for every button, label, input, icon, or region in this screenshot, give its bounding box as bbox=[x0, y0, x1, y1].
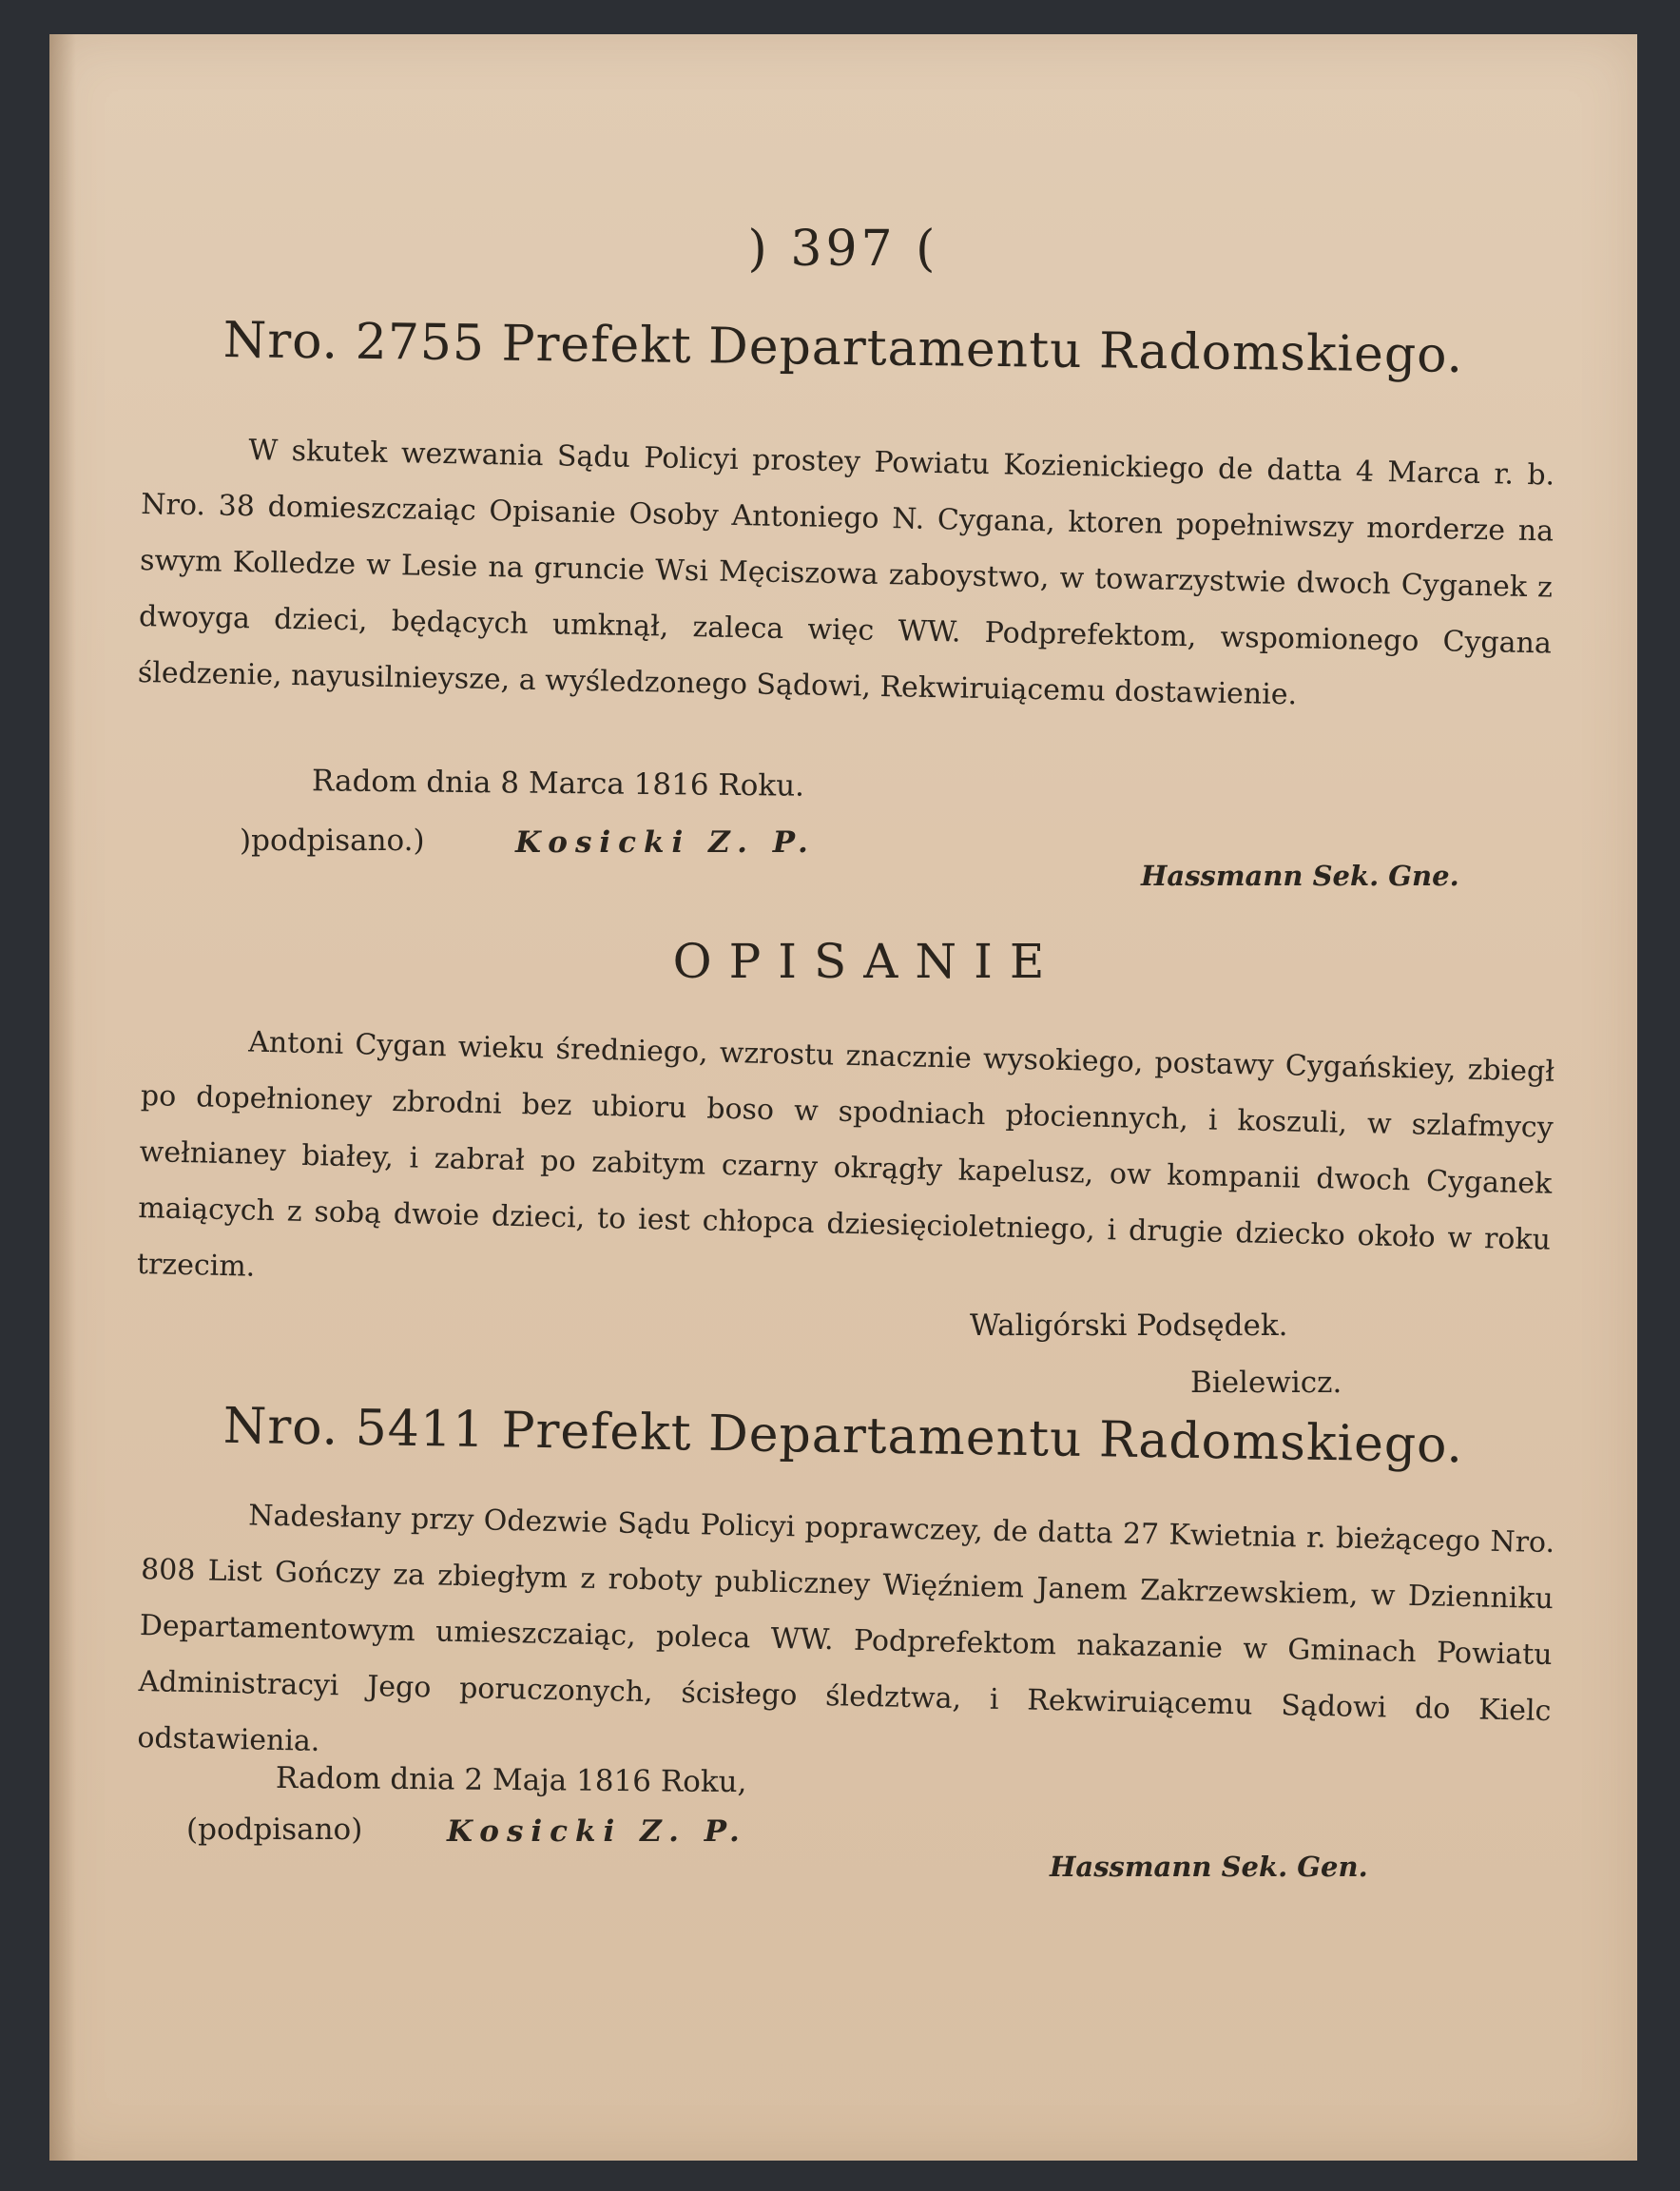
notice-1-signer: Kosicki Z. P. bbox=[515, 825, 816, 860]
description-signer-2: Bielewicz. bbox=[1190, 1366, 1342, 1400]
notice-1-body: W skutek wezwania Sądu Policyi prostey Powiatu Kozienickiego de datta 4 Marca r. b. Nro. 38 domieszczaiąc Opisanie Osoby Antoniego N. Cygana, ktoren popełniwszy morderze na swym Kolledze w Lesie na gruncie Wsi Męciszowa zaboystwo, w towarzystwie dwoch Cyganek z dwoyga dzieci, będących umknął, zaleca więc WW. Podprefektom, wspomionego Cygana śledzenie, nayusilnieysze, a wyśledzonego Sądowi, Rekwiruiącemu dostawienie. bbox=[137, 434, 1555, 712]
notice-1-date: Radom dnia 8 Marca 1816 Roku. bbox=[311, 764, 805, 804]
description-body: Antoni Cygan wieku średniego, wzrostu znacznie wysokiego, postawy Cygańskiey, zbiegł po dopełnioney zbrodni bez ubioru boso w spodniach płociennych, i koszuli, w szlafmycy wełnianey białey, i zabrał po zabitym czarny okrągły kapelusz, ow kompanii dwoch Cyganek maiących z sobą dwoie dzieci, to iest chłopca dziesięcioletniego, i drugie dziecko około w roku trzecim. bbox=[136, 1025, 1555, 1284]
notice-1-secretary: Hassmann Sek. Gne. bbox=[1141, 860, 1459, 892]
description-title: OPISANIE bbox=[672, 934, 1062, 989]
notice-2-body: Nadesłany przy Odezwie Sądu Policyi poprawczey, de datta 27 Kwietnia r. bieżącego Nro. 808 List Gończy za zbiegłym z roboty publiczney Więźniem Janem Zakrzewskiem, w Dzienniku Departamentowym umieszczaiąc, poleca WW. Podprefektom nakazanie w Gminach Powiatu Administracyi Jego poruczonych, ścisłego śledztwa, i Rekwiruiącemu Sądowi do Kielc odstawienia. bbox=[137, 1499, 1555, 1758]
page-number: ) 397 ( bbox=[747, 221, 939, 278]
notice-2-signed-label: (podpisano) bbox=[186, 1813, 363, 1847]
notice-1-heading: Nro. 2755 Prefekt Departamentu Radomskiego. bbox=[222, 312, 1464, 384]
notice-1-signed-label: )podpisano.) bbox=[240, 824, 425, 858]
notice-2-secretary: Hassmann Sek. Gen. bbox=[1050, 1851, 1368, 1883]
notice-2-date: Radom dnia 2 Maja 1816 Roku, bbox=[275, 1760, 747, 1800]
notice-2-heading: Nro. 5411 Prefekt Departamentu Radomskiego. bbox=[222, 1397, 1464, 1475]
description-signer-1: Waligórski Podsędek. bbox=[970, 1309, 1288, 1343]
notice-2-signer: Kosicki Z. P. bbox=[447, 1814, 747, 1849]
document-page bbox=[49, 34, 1637, 2161]
